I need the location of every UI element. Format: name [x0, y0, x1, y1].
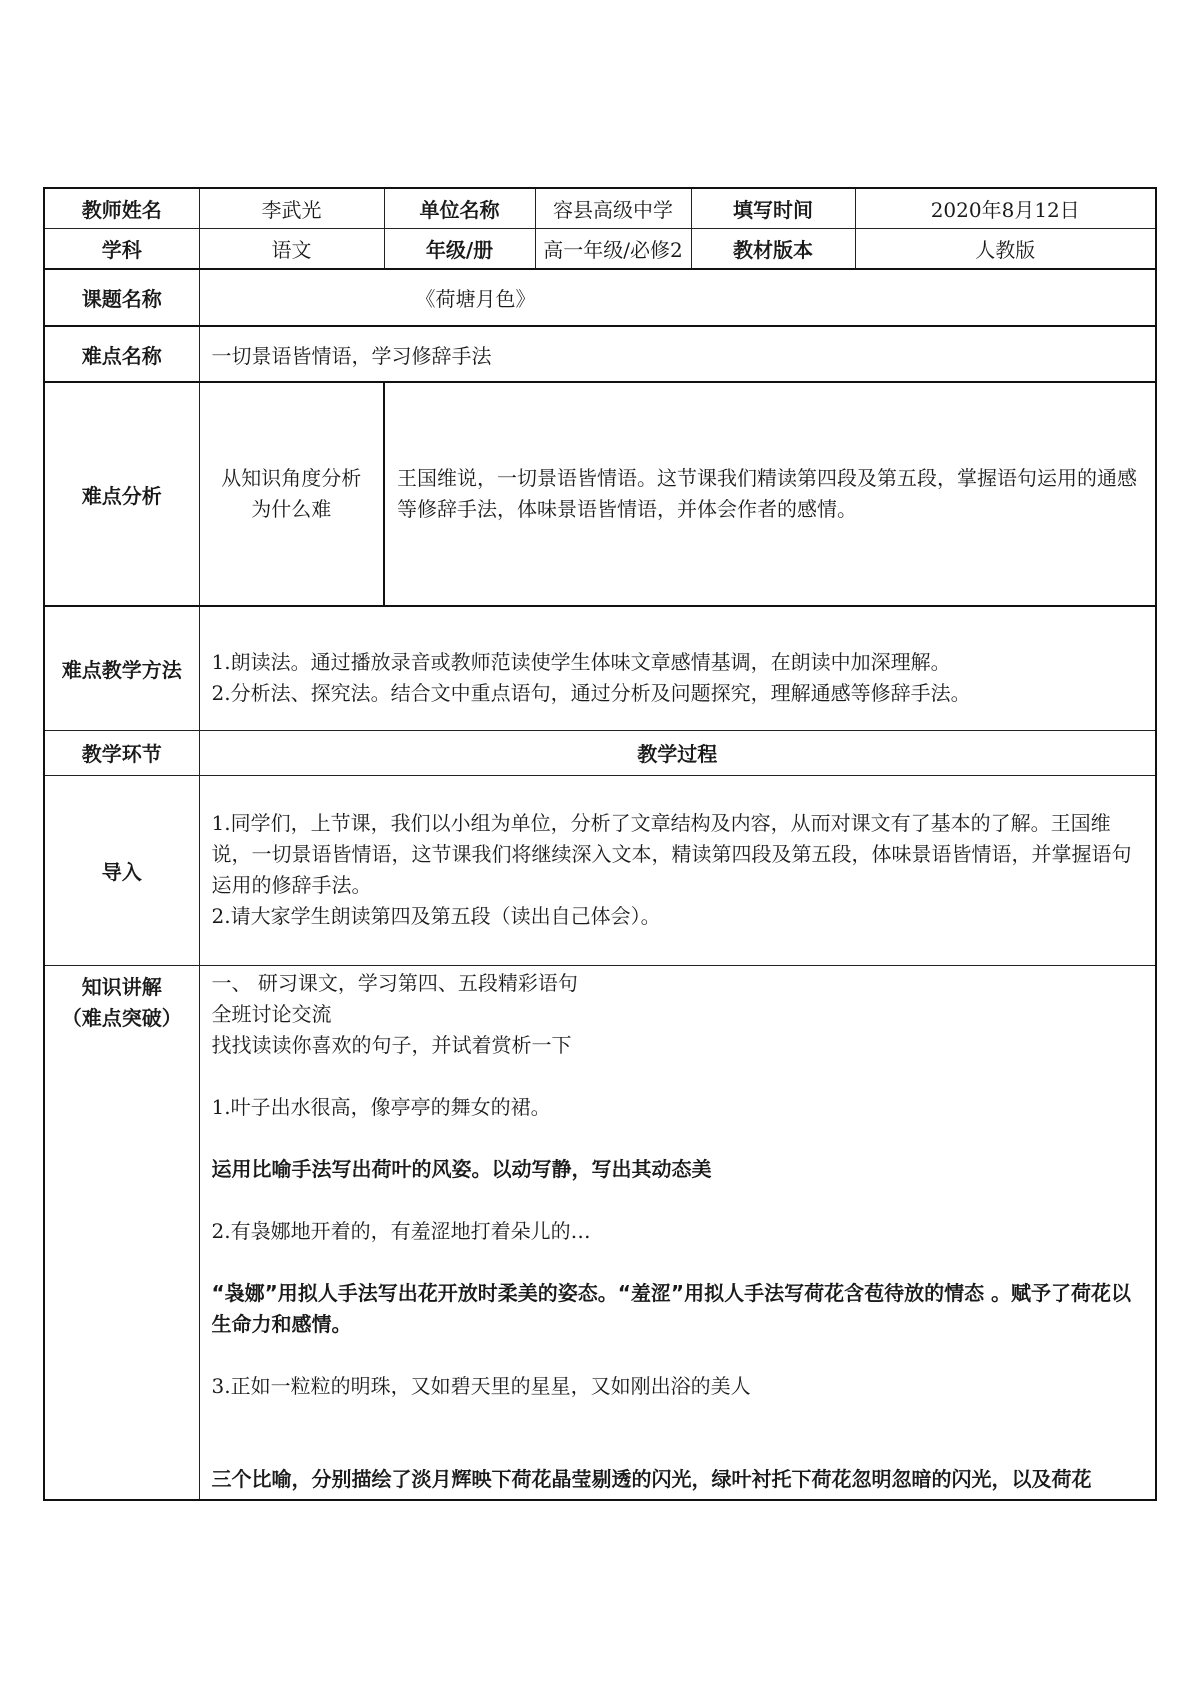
difficulty-row	[44, 326, 1156, 382]
analysis-sub-label: 从知识角度分析为什么难	[199, 382, 384, 606]
analysis-1: 运用比喻手法写出荷叶的风姿。以动写静，写出其动态美	[211, 1156, 712, 1181]
teacher-name-label: 教师姓名	[44, 188, 199, 228]
process-header-row	[44, 730, 1156, 775]
unit-name-value: 容县高级中学	[535, 188, 691, 228]
analysis-3: 三个比喻，分别描绘了淡月辉映下荷花晶莹剔透的闪光，绿叶衬托下荷花忽明忽暗的闪光，以及荷花	[211, 1466, 1092, 1491]
analysis-text: 王国维说，一切景语皆情语。这节课我们精读第四段及第五段，掌握语句运用的通感等修辞手法，体味景语皆情语，并体会作者的感情。	[384, 382, 1156, 606]
fill-date-label: 填写时间	[691, 188, 855, 228]
method-line-1: 1.朗读法。通过播放录音或教师范读使学生体味文章感情基调，在朗读中加深理解。	[211, 650, 951, 674]
sentence-1: 1.叶子出水很高，像亭亭的舞女的裙。	[211, 1094, 551, 1119]
intro-paragraph-1: 1.同学们，上节课，我们以小组为单位，分析了文章结构及内容，从而对课文有了基本的了解。王国维说，一切景语皆情语，这节课我们将继续深入文本，精读第四段及第五段，体味景语皆情语，并掌握语句运用的修辞手法。	[211, 811, 1132, 897]
subject-value: 语文	[199, 228, 384, 269]
analysis-row	[44, 382, 1156, 606]
intro-paragraph-2: 2.请大家学生朗读第四及第五段（读出自己体会）。	[211, 904, 661, 928]
lesson-plan-table	[43, 187, 1157, 1501]
knowledge-line-3: 找找读读你喜欢的句子，并试着赏析一下	[211, 1032, 572, 1057]
intro-row	[44, 775, 1156, 965]
header-row-1	[44, 188, 1156, 228]
teacher-name-value: 李武光	[199, 188, 384, 228]
sentence-3: 3.正如一粒粒的明珠，又如碧天里的星星，又如刚出浴的美人	[211, 1373, 751, 1398]
grade-label: 年级/册	[384, 228, 535, 269]
knowledge-label-cell	[44, 965, 199, 1500]
difficulty-label: 难点名称	[44, 326, 199, 382]
knowledge-content	[199, 965, 1156, 1500]
knowledge-line-1: 一、 研习课文，学习第四、五段精彩语句	[211, 970, 578, 995]
knowledge-label: 知识讲解	[81, 974, 162, 999]
knowledge-sublabel: （难点突破）	[61, 1005, 182, 1030]
teaching-step-header: 教学环节	[44, 730, 199, 775]
analysis-2: “袅娜”用拟人手法写出花开放时柔美的姿态。“羞涩”用拟人手法写荷花含苞待放的情态 。赋予了荷花以生命力和感情。	[211, 1280, 1132, 1336]
sentence-2: 2.有袅娜地开着的，有羞涩地打着朵儿的…	[211, 1218, 591, 1243]
edition-label: 教材版本	[691, 228, 855, 269]
method-row	[44, 606, 1156, 730]
method-line-2: 2.分析法、探究法。结合文中重点语句，通过分析及问题探究，理解通感等修辞手法。	[211, 681, 971, 705]
header-row-2	[44, 228, 1156, 269]
topic-row	[44, 269, 1156, 326]
analysis-label: 难点分析	[44, 382, 199, 606]
grade-value: 高一年级/必修2	[535, 228, 691, 269]
topic-label: 课题名称	[44, 269, 199, 326]
method-content	[199, 606, 1156, 730]
teaching-process-header: 教学过程	[199, 730, 1156, 775]
intro-content	[199, 775, 1156, 965]
topic-value: 《荷塘月色》	[199, 269, 1156, 326]
method-label: 难点教学方法	[44, 606, 199, 730]
unit-name-label: 单位名称	[384, 188, 535, 228]
knowledge-row	[44, 965, 1156, 1500]
edition-value: 人教版	[855, 228, 1156, 269]
intro-label: 导入	[44, 775, 199, 965]
lesson-plan-sheet	[43, 187, 1155, 1501]
difficulty-value: 一切景语皆情语，学习修辞手法	[199, 326, 1156, 382]
knowledge-line-2: 全班讨论交流	[211, 1001, 332, 1026]
subject-label: 学科	[44, 228, 199, 269]
fill-date-value: 2020年8月12日	[855, 188, 1156, 228]
